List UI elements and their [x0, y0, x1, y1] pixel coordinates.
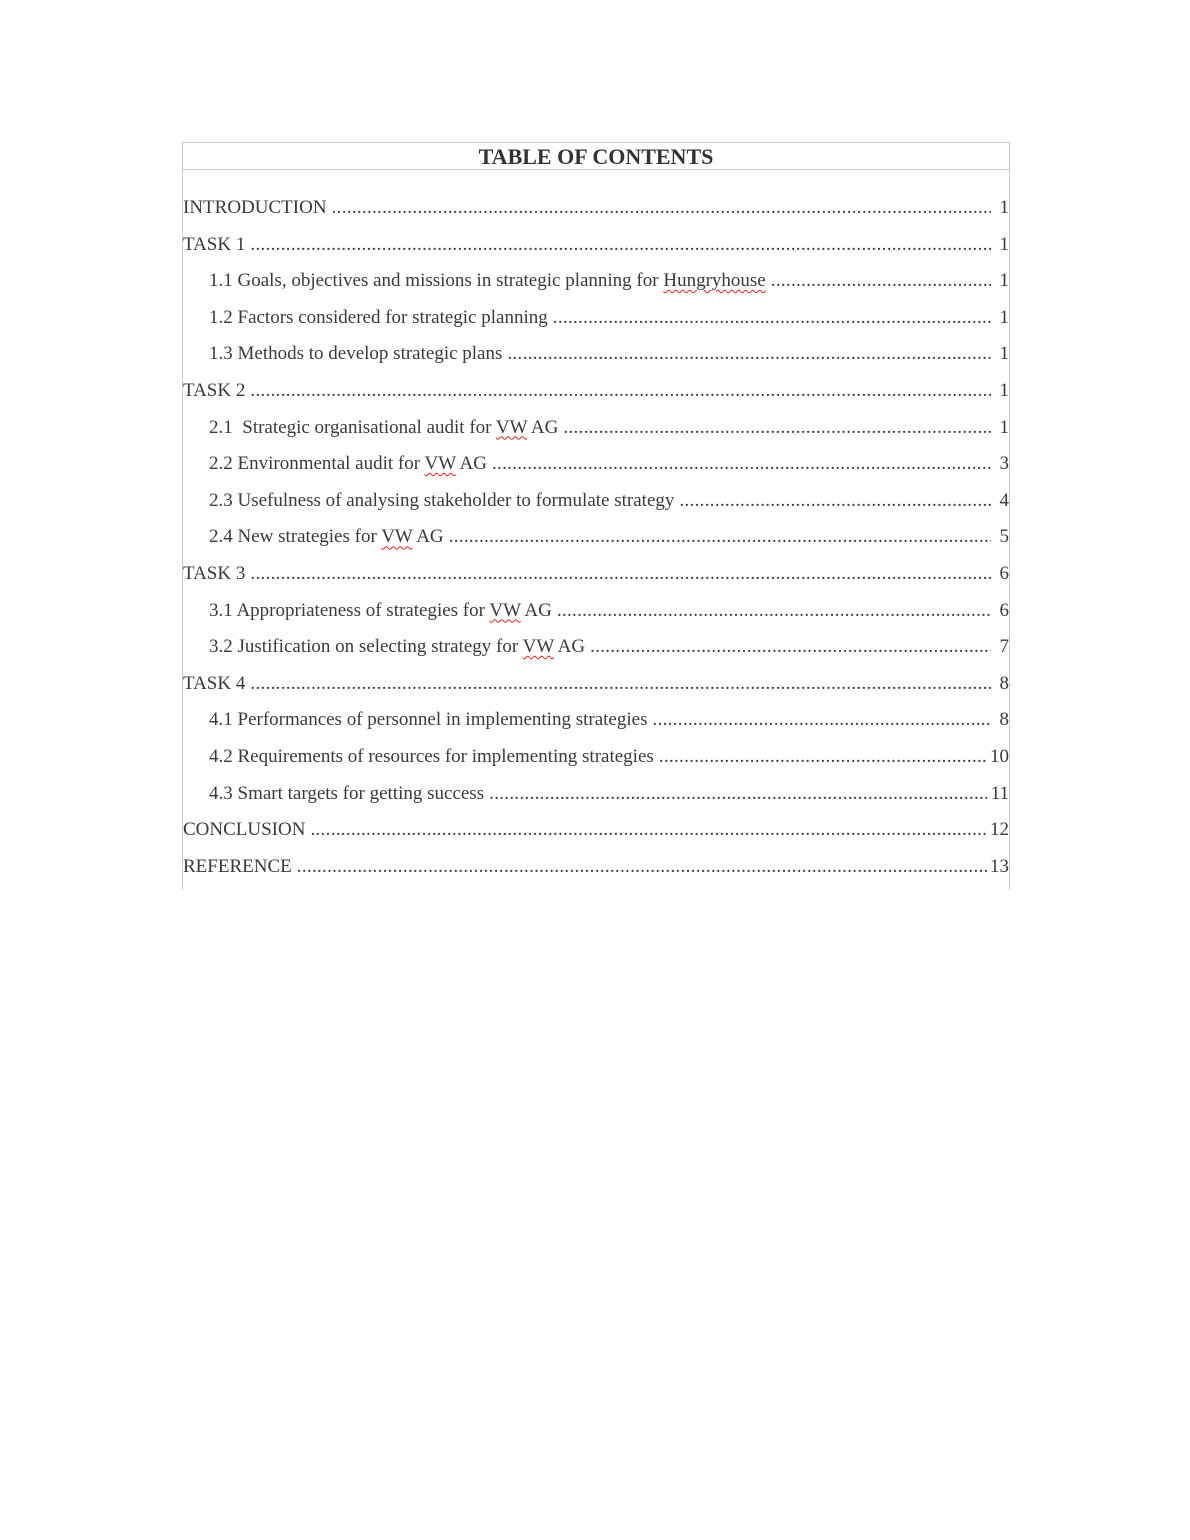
toc-entry-page: 1 [998, 300, 1010, 337]
toc-entry-page: 1 [998, 336, 1010, 373]
toc-entry-label: REFERENCE [183, 855, 292, 877]
toc-entry-page: 11 [989, 776, 1009, 813]
toc-entry-label: 2.4 New strategies for VW AG [209, 526, 444, 548]
toc-entry-label: 3.2 Justification on selecting strategy for VW AG [209, 636, 586, 658]
toc-entry[interactable] [183, 702, 1009, 739]
toc-entry[interactable] [183, 446, 1009, 483]
toc-entry[interactable] [183, 666, 1009, 703]
toc-entry-page: 1 [998, 263, 1010, 300]
toc-entry-label: 4.3 Smart targets for getting success [209, 782, 485, 804]
toc-entry-page: 1 [998, 227, 1010, 264]
toc-entry[interactable] [183, 190, 1009, 227]
table-of-contents [182, 142, 1010, 890]
toc-entry-page: 7 [998, 629, 1010, 666]
toc-entry[interactable] [183, 849, 1009, 886]
toc-entry-page: 13 [988, 849, 1009, 886]
toc-entry[interactable] [183, 739, 1009, 776]
toc-entry-label: 1.1 Goals, objectives and missions in strategic planning for Hungryhouse [209, 270, 766, 292]
toc-entry-page: 8 [998, 702, 1010, 739]
toc-entry[interactable] [183, 410, 1009, 447]
toc-entry-page: 4 [998, 483, 1010, 520]
toc-entry-page: 1 [998, 373, 1010, 410]
toc-entry[interactable] [183, 519, 1009, 556]
toc-entry-label: 1.3 Methods to develop strategic plans [209, 343, 503, 365]
toc-entry-page: 6 [998, 556, 1010, 593]
toc-entry-page: 1 [998, 410, 1010, 447]
toc-entry[interactable] [183, 300, 1009, 337]
toc-entry[interactable] [183, 812, 1009, 849]
toc-entry-page: 12 [988, 812, 1009, 849]
toc-entry-label: 3.1 Appropriateness of strategies for VW AG [209, 599, 552, 621]
toc-list [183, 190, 1009, 885]
toc-entry[interactable] [183, 629, 1009, 666]
toc-entry[interactable] [183, 336, 1009, 373]
toc-entry-label: TASK 4 [183, 672, 246, 694]
toc-entry[interactable] [183, 776, 1009, 813]
toc-entry-label: 4.1 Performances of personnel in implementing strategies [209, 709, 648, 731]
toc-entry[interactable] [183, 263, 1009, 300]
toc-entry-label: CONCLUSION [183, 819, 306, 841]
toc-entry-label: 2.2 Environmental audit for VW AG [209, 453, 487, 475]
toc-entry-label: 4.2 Requirements of resources for implementing strategies [209, 745, 654, 767]
toc-entry-label: 2.3 Usefulness of analysing stakeholder to formulate strategy [209, 489, 675, 511]
toc-entry-page: 3 [998, 446, 1010, 483]
toc-entry[interactable] [183, 593, 1009, 630]
toc-entry-label: TASK 1 [183, 233, 246, 255]
toc-entry-page: 10 [988, 739, 1009, 776]
toc-entry-label: 2.1 Strategic organisational audit for VW AG [209, 416, 559, 438]
toc-entry[interactable] [183, 227, 1009, 264]
toc-entry-page: 1 [998, 190, 1010, 227]
toc-entry-label: INTRODUCTION [183, 197, 327, 218]
toc-entry[interactable] [183, 483, 1009, 520]
toc-entry-label: TASK 3 [183, 562, 246, 584]
toc-title: TABLE OF CONTENTS [183, 143, 1009, 170]
toc-entry[interactable] [183, 556, 1009, 593]
toc-entry-page: 8 [998, 666, 1010, 703]
toc-entry-page: 6 [998, 593, 1010, 630]
toc-entry-page: 5 [998, 519, 1010, 556]
toc-entry[interactable] [183, 373, 1009, 410]
toc-entry-label: TASK 2 [183, 379, 246, 401]
toc-entry-label: 1.2 Factors considered for strategic planning [209, 306, 548, 328]
